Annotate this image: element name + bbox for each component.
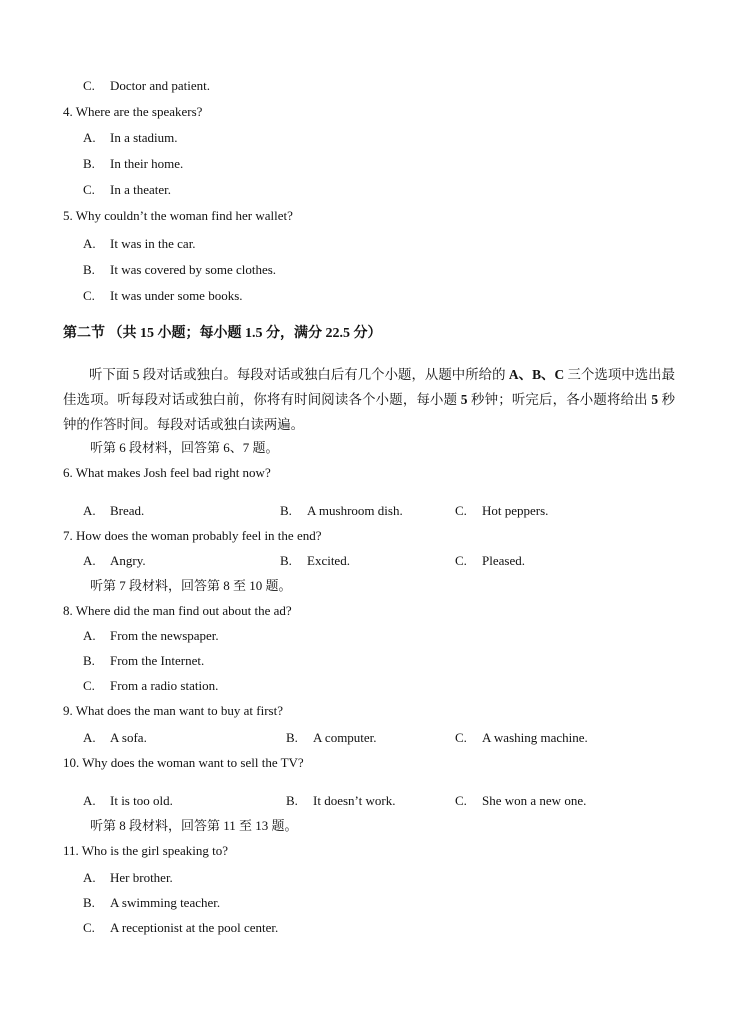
option-label: B. (83, 262, 95, 277)
question-11-option-a (83, 870, 173, 886)
option-label: A. (83, 730, 96, 745)
question-7-option-a (83, 553, 146, 569)
question-10-option-a (83, 793, 173, 809)
option-text: A swimming teacher. (110, 895, 221, 910)
question-8-option-b (83, 653, 204, 669)
question-4-option-c (83, 182, 171, 198)
question-9-option-b (286, 730, 377, 746)
question-10-options (83, 793, 683, 809)
option-text: A sofa. (110, 730, 147, 745)
question-4-option-b (83, 156, 183, 172)
question-9-options (83, 730, 683, 746)
option-label: B. (280, 553, 292, 568)
option-label: C. (455, 503, 467, 518)
instructions-text: 听下面 5 段对话或独白。每段对话或独白后有几个小题，从题中所给的 (89, 367, 509, 382)
option-text: A receptionist at the pool center. (110, 920, 279, 935)
option-text: Excited. (307, 553, 350, 568)
option-text: It was covered by some clothes. (110, 262, 277, 277)
option-text: From the newspaper. (110, 628, 219, 643)
option-label: B. (280, 503, 292, 518)
option-label: C. (83, 920, 95, 935)
question-10-option-c (455, 793, 586, 809)
option-text: Bread. (110, 503, 145, 518)
option-label: B. (286, 793, 298, 808)
question-9-stem: 9. What does the man want to buy at first? (63, 703, 283, 718)
option-label: A. (83, 793, 96, 808)
question-6-option-c (455, 503, 548, 519)
option-text: It is too old. (110, 793, 173, 808)
question-7-option-b (280, 553, 350, 569)
option-text: It doesn’t work. (313, 793, 396, 808)
question-11-stem: 11. Who is the girl speaking to? (63, 843, 229, 858)
option-text: Doctor and patient. (110, 78, 210, 93)
question-6-option-b (280, 503, 403, 519)
question-6-option-a (83, 503, 144, 519)
option-text: Hot peppers. (482, 503, 549, 518)
option-text: Pleased. (482, 553, 525, 568)
instructions-text: 秒钟的作答时间。每段对话或独白读两遍。 (63, 392, 675, 432)
section-instructions (63, 362, 675, 437)
question-11-option-b (83, 895, 220, 911)
option-label: B. (83, 653, 95, 668)
option-label: B. (83, 156, 95, 171)
option-label: A. (83, 130, 96, 145)
question-7-option-c (455, 553, 525, 569)
option-label: C. (83, 78, 95, 93)
option-label: C. (83, 182, 95, 197)
question-9-option-a (83, 730, 147, 746)
option-text: A computer. (313, 730, 377, 745)
question-5-option-a (83, 236, 196, 252)
material-7-heading: 听第 7 段材料，回答第 8 至 10 题。 (90, 578, 292, 593)
question-5-stem: 5. Why couldn’t the woman find her wallet? (63, 208, 293, 223)
question-10-option-b (286, 793, 395, 809)
option-text: It was under some books. (110, 288, 243, 303)
material-8-heading: 听第 8 段材料，回答第 11 至 13 题。 (90, 818, 298, 833)
question-7-stem: 7. How does the woman probably feel in the end? (63, 528, 322, 543)
option-text: A washing machine. (482, 730, 588, 745)
option-text: From a radio station. (110, 678, 219, 693)
option-label: C. (83, 288, 95, 303)
instructions-text: 三个选项中选出最佳选项。听每段对话或独白前，你将有时间阅读各个小题，每小题 (63, 367, 675, 407)
question-4-stem: 4. Where are the speakers? (63, 104, 203, 119)
option-label: C. (455, 730, 467, 745)
question-4-option-a (83, 130, 178, 146)
question-5-option-c (83, 288, 243, 304)
question-11-option-c (83, 920, 278, 936)
question-8-stem: 8. Where did the man find out about the ad? (63, 603, 292, 618)
option-text: In their home. (110, 156, 184, 171)
instructions-bold-number: 5 (651, 392, 659, 407)
option-label: C. (83, 678, 95, 693)
option-c (83, 78, 210, 94)
question-5-option-b (83, 262, 276, 278)
option-label: A. (83, 236, 96, 251)
instructions-bold-options: A、B、C (508, 367, 565, 382)
option-label: A. (83, 870, 96, 885)
section-title: 第二节 （共 15 小题；每小题 1.5 分，满分 22.5 分） (63, 326, 382, 341)
option-text: In a stadium. (110, 130, 178, 145)
option-text: In a theater. (110, 182, 171, 197)
option-text: Her brother. (110, 870, 173, 885)
material-6-heading: 听第 6 段材料，回答第 6、7 题。 (90, 440, 279, 455)
question-6-options (83, 503, 683, 519)
question-8-option-a (83, 628, 219, 644)
instructions-bold-number: 5 (460, 392, 468, 407)
option-text: It was in the car. (110, 236, 196, 251)
question-6-stem: 6. What makes Josh feel bad right now? (63, 465, 271, 480)
option-text: From the Internet. (110, 653, 205, 668)
question-7-options (83, 553, 683, 569)
option-label: B. (83, 895, 95, 910)
option-text: Angry. (110, 553, 146, 568)
option-label: A. (83, 503, 96, 518)
question-10-stem: 10. Why does the woman want to sell the TV? (63, 755, 304, 770)
instructions-text: 秒钟；听完后，各小题将给出 (467, 392, 652, 407)
option-label: C. (455, 793, 467, 808)
option-label: A. (83, 553, 96, 568)
question-8-option-c (83, 678, 218, 694)
option-label: A. (83, 628, 96, 643)
option-label: B. (286, 730, 298, 745)
option-text: A mushroom dish. (307, 503, 403, 518)
option-label: C. (455, 553, 467, 568)
question-9-option-c (455, 730, 588, 746)
option-text: She won a new one. (482, 793, 587, 808)
